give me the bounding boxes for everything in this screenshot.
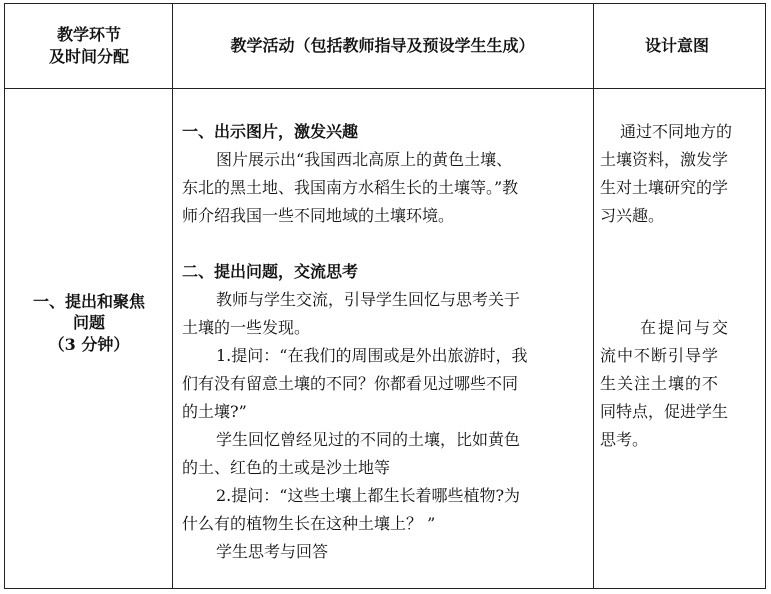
question2-line: 2.提问：“这些土壤上都生长着哪些植物?为	[216, 486, 521, 505]
question1-line: 的土壤?”	[182, 402, 247, 421]
header-stage-time-line-1: 教学环节	[56, 25, 121, 45]
intent2-line: 生关注土壤的不	[600, 374, 720, 393]
table-border-right	[765, 3, 766, 589]
intent2-line: 在提问与交	[640, 318, 731, 337]
design-intent-cell	[600, 118, 760, 454]
header-activities-label: 教学活动（包括教师指导及预设学生生成）	[230, 36, 535, 56]
intent-spacer	[600, 230, 760, 314]
question1-line: 们有没有留意土壤的不同？你都看见过哪些不同	[182, 374, 519, 393]
header-divider	[4, 88, 766, 89]
header-design-intent	[593, 4, 761, 88]
header-stage-time	[6, 4, 172, 88]
header-design-intent-label: 设计意图	[644, 36, 709, 56]
section2-text-line: 教师与学生交流，引导学生回忆与思考关于	[216, 290, 521, 309]
table-border-bottom	[4, 588, 766, 589]
stage-time: （3 分钟）	[48, 334, 130, 354]
blank-line	[182, 230, 586, 258]
section2-title: 二、提出问题，交流思考	[182, 262, 359, 281]
stage-name-line-2: 问题	[72, 313, 105, 333]
intent2-line: 思考。	[600, 430, 649, 449]
intent2-line: 同特点，促进学生	[600, 402, 729, 421]
intent1-line: 习兴趣。	[600, 206, 665, 225]
column-divider-1	[172, 3, 173, 589]
intent1-line: 生对土壤研究的学	[600, 178, 729, 197]
column-divider-2	[593, 3, 594, 589]
stage-name-line-1: 一、提出和聚焦	[32, 291, 145, 311]
question2-line: 什么有的植物生长在这种土壤上？ ”	[182, 514, 436, 533]
answer1-line: 学生回忆曾经见过的不同的土壤，比如黄色	[216, 430, 521, 449]
intent2-line: 流中不断引导学	[600, 346, 720, 365]
section1-title: 一、出示图片，激发兴趣	[182, 122, 359, 141]
question1-line: 1.提问：“在我们的周围或是外出旅游时，我	[216, 346, 528, 365]
answer2-line: 学生思考与回答	[216, 542, 329, 561]
stage-cell	[6, 92, 172, 588]
section1-text-line: 东北的黑土地、我国南方水稻生长的土壤等。”教	[182, 178, 519, 197]
table-border-left	[4, 3, 5, 589]
section2-text-line: 土壤的一些发现。	[182, 318, 311, 337]
header-activities	[172, 4, 593, 88]
activities-cell	[182, 118, 586, 566]
section1-text-line: 师介绍我国一些不同地域的土壤环境。	[182, 206, 455, 225]
intent1-line: 土壤资料，激发学	[600, 150, 729, 169]
answer1-line: 的土、红色的土或是沙土地等	[182, 458, 391, 477]
header-stage-time-line-2: 及时间分配	[48, 47, 129, 66]
intent1-line: 通过不同地方的	[620, 122, 733, 141]
section1-text-line: 图片展示出“我国西北高原上的黄色土壤、	[216, 150, 513, 169]
